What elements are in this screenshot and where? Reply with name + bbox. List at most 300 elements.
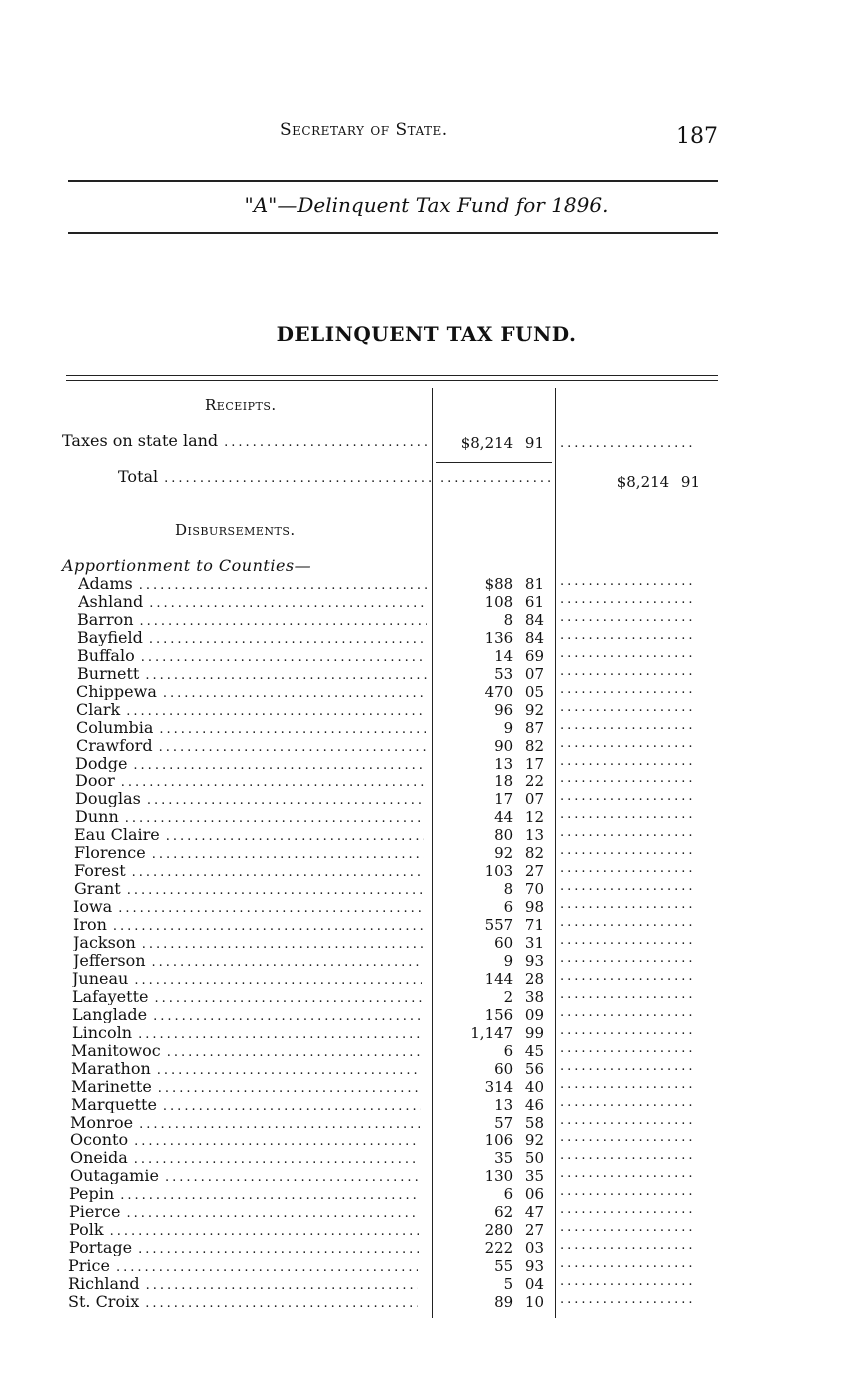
county-name: Portage — [69, 1238, 133, 1257]
leader-dots — [560, 1202, 696, 1220]
table-rule-lower — [66, 380, 718, 381]
county-amount — [434, 701, 544, 719]
county-amount — [434, 665, 544, 683]
county-amount — [434, 1149, 544, 1167]
county-amount — [434, 575, 544, 593]
amount-cents: 28 — [524, 969, 544, 988]
leader-dots — [560, 1274, 696, 1292]
leader-dots — [163, 686, 426, 700]
county-amount — [434, 772, 544, 790]
leader-dots — [560, 1077, 696, 1095]
leader-dots — [560, 736, 696, 754]
leader-dots — [560, 1166, 696, 1184]
leader-dots — [149, 632, 427, 646]
amount-cents: 05 — [524, 682, 544, 701]
table-row — [0, 951, 853, 969]
page-number: 187 — [676, 124, 718, 149]
leader-dots — [224, 435, 432, 449]
leader-dots — [560, 969, 696, 987]
amount-dollars: 106 — [484, 1131, 514, 1150]
amount-dollars: 6 — [503, 1041, 514, 1060]
county-label-line — [77, 610, 427, 628]
county-label-line — [73, 933, 423, 951]
leader-dots — [560, 610, 696, 628]
county-label-line — [75, 754, 425, 772]
county-label-line — [74, 861, 424, 879]
county-label-line — [68, 1292, 418, 1310]
table-row — [0, 987, 853, 1005]
leader-dots — [560, 1184, 696, 1202]
county-label-line — [76, 718, 426, 736]
county-name: Marathon — [71, 1058, 151, 1077]
amount-cents: 27 — [524, 1221, 544, 1240]
leader-dots — [134, 1134, 420, 1148]
leader-dots — [139, 578, 428, 592]
leader-dots — [560, 861, 696, 879]
leader-dots — [560, 1005, 696, 1023]
county-amount — [434, 1221, 544, 1239]
amount-cents: 69 — [524, 646, 544, 665]
table-row — [0, 754, 853, 772]
county-amount — [434, 593, 544, 611]
amount-dollars: 80 — [494, 826, 514, 845]
amount-cents: 47 — [524, 1203, 544, 1222]
leader-dots — [560, 771, 696, 789]
county-label-line — [75, 789, 425, 807]
county-label-line — [68, 1274, 418, 1292]
leader-dots — [126, 1206, 419, 1220]
table-row — [0, 879, 853, 897]
county-amount — [434, 683, 544, 701]
amount-cents: 92 — [524, 700, 544, 719]
table-row — [0, 628, 853, 646]
leader-dots — [166, 829, 424, 843]
leader-dots — [152, 955, 423, 969]
fund-subtitle: "A"—Delinquent Tax Fund for 1896. — [244, 193, 609, 217]
county-name: St. Croix — [68, 1292, 140, 1310]
leader-dots — [560, 789, 696, 807]
county-name: Buffalo — [77, 645, 135, 664]
total-label: Total — [118, 467, 159, 485]
amount-dollars: 60 — [494, 1059, 514, 1078]
county-name: Oconto — [70, 1130, 129, 1149]
amount-dollars: 44 — [494, 808, 514, 827]
county-label-line — [70, 1166, 420, 1184]
county-name: Florence — [74, 843, 146, 862]
amount-dollars: 9 — [503, 718, 514, 737]
amount-dollars: 1,147 — [470, 1023, 514, 1042]
amount-cents: 50 — [524, 1149, 544, 1168]
county-label-line — [70, 1130, 420, 1148]
county-amount — [434, 1257, 544, 1275]
leader-dots — [560, 718, 696, 736]
leader-dots — [560, 1023, 696, 1041]
county-name: Barron — [77, 609, 134, 628]
county-label-line — [76, 682, 426, 700]
county-label-line — [75, 771, 425, 789]
county-label-line — [74, 825, 424, 843]
amount-dollars: 55 — [494, 1257, 514, 1276]
leader-dots — [560, 664, 696, 682]
county-name: Douglas — [75, 789, 141, 808]
receipts-total-amount — [590, 473, 700, 491]
amount-cents: 13 — [524, 826, 544, 845]
county-name: Forest — [74, 861, 126, 880]
county-name: Richland — [68, 1274, 140, 1293]
county-amount — [434, 1024, 544, 1042]
table-row — [0, 1256, 853, 1274]
leader-dots — [560, 628, 696, 646]
table-row — [0, 771, 853, 789]
amount-dollars: 470 — [484, 682, 514, 701]
amount-dollars: 5 — [503, 1275, 514, 1294]
county-amount — [434, 844, 544, 862]
amount-cents: 70 — [524, 880, 544, 899]
county-amount — [434, 880, 544, 898]
amount-cents: 45 — [524, 1041, 544, 1060]
county-amount — [434, 755, 544, 773]
table-row — [0, 933, 853, 951]
amount-cents: 82 — [524, 844, 544, 863]
amount-dollars: 557 — [484, 916, 514, 935]
county-label-line — [77, 646, 427, 664]
leader-dots — [116, 1260, 418, 1274]
county-name: Pepin — [69, 1184, 115, 1203]
county-amount — [434, 1114, 544, 1132]
leader-dots — [118, 901, 423, 915]
amount-dollars: 17 — [494, 790, 514, 809]
amount-dollars: 6 — [503, 898, 514, 917]
county-label-line — [78, 592, 428, 610]
amount-cents: 82 — [524, 736, 544, 755]
amount-cents: 91 — [524, 434, 544, 452]
table-row — [0, 1274, 853, 1292]
amount-cents: 07 — [524, 790, 544, 809]
table-row — [0, 1059, 853, 1077]
amount-dollars: 103 — [484, 862, 514, 881]
header-rule-bottom — [68, 232, 718, 234]
leader-dots — [560, 1148, 696, 1166]
county-amount — [434, 862, 544, 880]
table-row — [0, 969, 853, 987]
leader-dots — [145, 668, 427, 682]
county-name: Bayfield — [77, 627, 143, 646]
amount-cents: 38 — [524, 987, 544, 1006]
amount-dollars: 96 — [494, 700, 514, 719]
county-label-line — [71, 1041, 421, 1059]
leader-dots — [132, 865, 424, 879]
leader-dots — [121, 775, 425, 789]
county-label-line — [69, 1238, 419, 1256]
county-name: Oneida — [70, 1148, 128, 1167]
table-row — [0, 915, 853, 933]
county-amount — [434, 647, 544, 665]
table-rule-upper — [66, 375, 718, 376]
leader-dots — [560, 1130, 696, 1148]
amount-dollars: 8 — [503, 610, 514, 629]
leader-dots — [125, 811, 425, 825]
leader-dots — [153, 1009, 422, 1023]
amount-dollars: 6 — [503, 1185, 514, 1204]
leader-dots — [134, 973, 422, 987]
table-row — [0, 807, 853, 825]
amount-dollars: 8 — [503, 880, 514, 899]
amount-dollars: 222 — [484, 1239, 514, 1258]
leader-dots — [141, 650, 427, 664]
county-name: Chippewa — [76, 681, 157, 700]
county-amount — [434, 1006, 544, 1024]
county-amount — [434, 790, 544, 808]
leader-dots — [147, 793, 425, 807]
table-row — [0, 1202, 853, 1220]
amount-dollars: 14 — [494, 646, 514, 665]
county-name: Dodge — [75, 753, 128, 772]
county-amount — [434, 898, 544, 916]
county-label-line — [69, 1184, 419, 1202]
county-amount — [434, 952, 544, 970]
leader-dots — [560, 987, 696, 1005]
amount-dollars: 53 — [494, 664, 514, 683]
amount-dollars: 108 — [484, 592, 514, 611]
leader-dots — [138, 1242, 419, 1256]
leader-dots — [126, 704, 426, 718]
leader-dots — [560, 1238, 696, 1256]
leader-dots — [110, 1224, 419, 1238]
amount-dollars: 90 — [494, 736, 514, 755]
leader-dots — [440, 471, 552, 489]
leader-dots — [560, 1256, 696, 1274]
amount-dollars: 130 — [484, 1167, 514, 1186]
table-row — [0, 574, 853, 592]
leader-dots — [140, 614, 427, 628]
leader-dots — [165, 1170, 420, 1184]
amount-cents: 22 — [524, 772, 544, 791]
county-name: Monroe — [70, 1112, 134, 1131]
county-label-line — [71, 1077, 421, 1095]
county-amount — [434, 970, 544, 988]
leader-dots — [113, 919, 423, 933]
amount-cents: 35 — [524, 1167, 544, 1186]
amount-cents: 81 — [524, 575, 544, 593]
county-amount — [434, 1096, 544, 1114]
amount-dollars: 35 — [494, 1149, 514, 1168]
amount-cents: 84 — [524, 628, 544, 647]
leader-dots — [157, 1063, 421, 1077]
county-name: Columbia — [76, 717, 154, 736]
county-label-line — [72, 1005, 422, 1023]
leader-dots — [560, 1292, 696, 1310]
leader-dots — [159, 740, 426, 754]
amount-cents: 71 — [524, 916, 544, 935]
leader-dots — [159, 722, 426, 736]
table-row — [0, 1292, 853, 1310]
county-label-line — [76, 700, 426, 718]
leader-dots — [138, 1027, 422, 1041]
leader-dots — [560, 897, 696, 915]
county-amount — [434, 1239, 544, 1257]
amount-dollars: 62 — [494, 1203, 514, 1222]
receipt-item — [62, 431, 432, 449]
county-label-line — [74, 879, 424, 897]
amount-cents: 58 — [524, 1113, 544, 1132]
leader-dots — [560, 436, 696, 454]
leader-dots — [560, 1220, 696, 1238]
county-amount — [434, 629, 544, 647]
county-amount — [434, 988, 544, 1006]
apportionment-label: Apportionment to Counties— — [62, 556, 312, 575]
table-row — [0, 1166, 853, 1184]
county-amount — [434, 737, 544, 755]
amount-dollars: 280 — [484, 1221, 514, 1240]
table-row — [0, 592, 853, 610]
receipt-item-amount — [434, 434, 544, 452]
county-amount — [434, 611, 544, 629]
leader-dots — [560, 933, 696, 951]
county-amount — [434, 1167, 544, 1185]
header-rule-top — [68, 180, 718, 182]
county-amount — [434, 1203, 544, 1221]
county-amount — [434, 826, 544, 844]
county-name: Eau Claire — [74, 825, 160, 844]
fund-title: DELINQUENT TAX FUND. — [276, 322, 577, 346]
county-name: Marinette — [71, 1076, 152, 1095]
county-name: Dunn — [75, 807, 119, 826]
county-label-line — [70, 1148, 420, 1166]
county-label-line — [77, 628, 427, 646]
amount-dollars: 9 — [503, 951, 514, 970]
amount-cents: 09 — [524, 1005, 544, 1024]
county-label-line — [68, 1256, 418, 1274]
leader-dots — [560, 807, 696, 825]
amount-cents: 61 — [524, 592, 544, 611]
amount-dollars: 144 — [484, 969, 514, 988]
leader-dots — [560, 843, 696, 861]
table-row — [0, 897, 853, 915]
table-row — [0, 1023, 853, 1041]
amount-dollars: 2 — [503, 987, 514, 1006]
leader-dots — [560, 1113, 696, 1131]
county-name: Price — [68, 1256, 110, 1275]
amount-dollars: 18 — [494, 772, 514, 791]
county-amount — [434, 1060, 544, 1078]
table-row — [0, 1005, 853, 1023]
amount-cents: 56 — [524, 1059, 544, 1078]
amount-cents: 84 — [524, 610, 544, 629]
table-row — [0, 682, 853, 700]
county-amount — [434, 1131, 544, 1149]
county-name: Polk — [69, 1220, 104, 1239]
table-row — [0, 1113, 853, 1131]
receipts-total — [118, 467, 432, 485]
county-name: Marquette — [71, 1094, 157, 1113]
amount-cents: 98 — [524, 898, 544, 917]
county-label-line — [76, 736, 426, 754]
table-row — [0, 1130, 853, 1148]
leader-dots — [120, 1188, 419, 1202]
amount-dollars: 57 — [494, 1113, 514, 1132]
amount-cents: 17 — [524, 754, 544, 773]
leader-dots — [560, 1041, 696, 1059]
leader-dots — [560, 1095, 696, 1113]
amount-cents: 12 — [524, 808, 544, 827]
county-label-line — [73, 915, 423, 933]
leader-dots — [146, 1278, 418, 1292]
table-row — [0, 610, 853, 628]
leader-dots — [152, 847, 424, 861]
leader-dots — [560, 682, 696, 700]
county-name: Jackson — [73, 933, 136, 951]
amount-dollars: $8,214 — [616, 473, 670, 491]
county-label-line — [73, 951, 423, 969]
leader-dots — [560, 754, 696, 772]
amount-dollars: $8,214 — [460, 434, 514, 452]
amount-cents: 46 — [524, 1095, 544, 1114]
leader-dots — [134, 1152, 420, 1166]
county-label-line — [77, 664, 427, 682]
amount-dollars: 13 — [494, 754, 514, 773]
leader-dots — [560, 951, 696, 969]
leader-dots — [142, 937, 423, 951]
leader-dots — [560, 574, 696, 592]
county-label-line — [69, 1220, 419, 1238]
county-label-line — [71, 1059, 421, 1077]
county-label-line — [72, 1023, 422, 1041]
county-label-line — [71, 1095, 421, 1113]
county-amount — [434, 1275, 544, 1293]
amount-dollars: 13 — [494, 1095, 514, 1114]
table-row — [0, 1041, 853, 1059]
leader-dots — [163, 1099, 421, 1113]
county-name: Iron — [73, 915, 107, 934]
county-name: Langlade — [72, 1004, 148, 1023]
county-amount — [434, 934, 544, 952]
county-label-line — [70, 1113, 420, 1131]
leader-dots — [149, 596, 428, 610]
county-name: Crawford — [76, 735, 153, 754]
amount-cents: 31 — [524, 934, 544, 952]
county-name: Ashland — [78, 591, 144, 610]
county-name: Juneau — [72, 968, 129, 987]
table-row — [0, 736, 853, 754]
disbursements-heading: Disbursements. — [175, 521, 296, 539]
amount-cents: 10 — [524, 1293, 544, 1311]
leader-dots — [158, 1081, 421, 1095]
county-name: Lincoln — [72, 1022, 133, 1041]
amount-cents: 03 — [524, 1239, 544, 1258]
leader-dots — [560, 879, 696, 897]
leader-dots — [167, 1045, 421, 1059]
table-row — [0, 1220, 853, 1238]
county-amount — [434, 1042, 544, 1060]
amount-cents: 91 — [680, 473, 700, 491]
county-label-line — [74, 843, 424, 861]
county-name: Burnett — [77, 663, 140, 682]
leader-dots — [560, 915, 696, 933]
leader-dots — [139, 1117, 420, 1131]
leader-dots — [560, 592, 696, 610]
county-label-line — [73, 897, 423, 915]
county-label-line — [78, 574, 428, 592]
county-amount — [434, 1293, 544, 1311]
amount-dollars: 89 — [494, 1293, 514, 1311]
county-label-line — [75, 807, 425, 825]
county-name: Jefferson — [73, 950, 146, 969]
leader-dots — [560, 646, 696, 664]
table-row — [0, 789, 853, 807]
sum-rule — [436, 462, 552, 463]
amount-cents: 40 — [524, 1077, 544, 1096]
amount-dollars: 92 — [494, 844, 514, 863]
